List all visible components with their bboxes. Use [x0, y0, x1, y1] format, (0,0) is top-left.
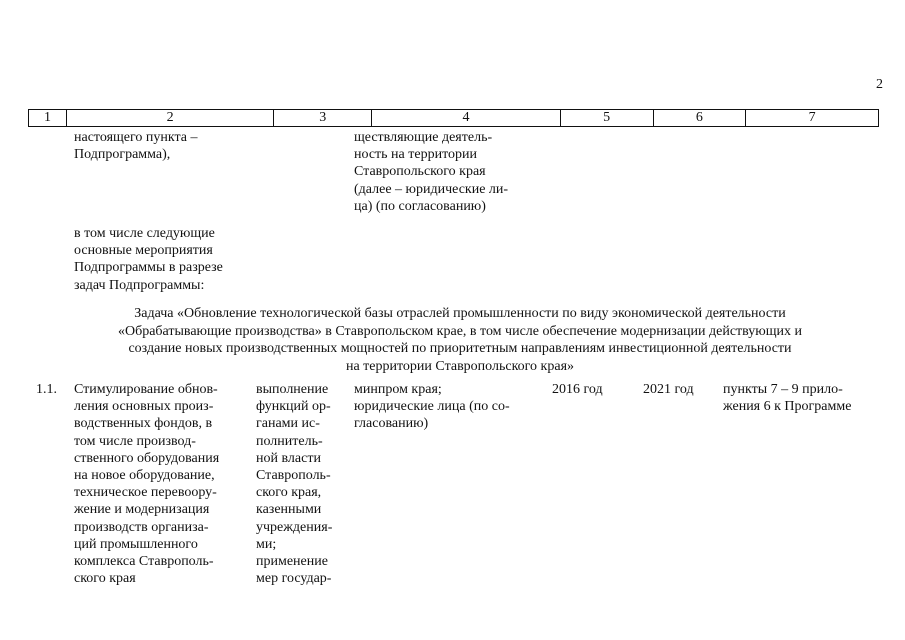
text-line: задач Подпрограммы:: [74, 277, 205, 293]
task-heading: [60, 305, 860, 375]
text-line: на новое оборудование,: [74, 468, 215, 484]
header-col-3: 3: [274, 110, 372, 126]
text-line: применение: [256, 554, 328, 570]
continuation-col4: [354, 129, 526, 215]
text-line: ского края,: [256, 485, 322, 501]
row-1-1-end-year: 2021 год: [643, 382, 694, 397]
continuation-col2-extra: [74, 225, 244, 294]
text-line: в том числе следующие: [74, 226, 215, 241]
header-col-6: 6: [654, 110, 747, 126]
text-line: Стимулирование обнов-: [74, 382, 218, 397]
text-line: основные мероприятия: [74, 243, 213, 259]
text-line: Ставрополь-: [256, 468, 331, 484]
text-line: мер государ-: [256, 571, 332, 587]
text-line: на территории Ставропольского края»: [345, 358, 575, 374]
text-line: том числе производ-: [74, 433, 196, 449]
text-line: гласованию): [354, 416, 429, 432]
header-col-7: 7: [808, 110, 816, 125]
text-line: полнитель-: [256, 433, 323, 449]
page-number: 2: [876, 77, 883, 92]
text-line: ций промышленного: [74, 536, 198, 552]
text-line: ского края: [74, 571, 136, 587]
text-line: ществляющие деятель-: [354, 130, 493, 145]
text-line: техническое перевоору-: [74, 485, 217, 501]
row-1-1-col3: [256, 381, 346, 587]
row-1-1-col4: [354, 381, 530, 433]
row-1-1-col2: [74, 381, 246, 587]
text-line: минпром края;: [354, 382, 442, 397]
header-col-1: 1: [29, 110, 67, 126]
text-line: ца) (по согласованию): [354, 198, 486, 214]
text-line: настоящего пункта –: [74, 130, 198, 145]
text-line: ственного оборудования: [74, 450, 220, 466]
text-line: функций ор-: [256, 399, 331, 415]
text-line: казенными: [256, 502, 322, 518]
text-line: производств организа-: [74, 519, 209, 535]
text-line: (далее – юридические ли-: [354, 181, 509, 197]
text-line: Подпрограммы в разрезе: [74, 260, 223, 276]
text-line: комплекса Ставрополь-: [74, 554, 214, 570]
text-line: «Обрабатывающие производства» в Ставропольском крае, в том числе обеспечение модернизации действующих и: [117, 323, 803, 339]
text-line: жения 6 к Программе: [723, 399, 852, 415]
header-col-4: 4: [372, 110, 561, 126]
text-line: Задача «Обновление технологической базы отраслей промышленности по виду экономической деятельности: [134, 306, 786, 321]
text-line: ной власти: [256, 450, 321, 466]
text-line: ления основных произ-: [74, 399, 214, 415]
text-line: ганами ис-: [256, 416, 320, 432]
text-line: выполнение: [256, 382, 329, 397]
table-header-row: [28, 109, 879, 127]
header-col-2: 2: [67, 110, 275, 126]
text-line: Подпрограмма),: [74, 147, 171, 163]
text-line: Ставропольского края: [354, 164, 486, 180]
text-line: водственных фондов, в: [74, 416, 213, 432]
row-1-1-start-year: 2016 год: [552, 382, 603, 397]
row-1-1-col7: [723, 381, 873, 415]
text-line: пункты 7 – 9 прило-: [723, 382, 843, 397]
text-line: ми;: [256, 536, 277, 552]
header-col-5: 5: [561, 110, 654, 126]
text-line: создание новых производственных мощностей по приоритетным направлениям инвестиционной деятельности: [128, 341, 792, 356]
row-number: 1.1.: [36, 382, 57, 397]
text-line: учреждения-: [256, 519, 333, 535]
text-line: ность на территории: [354, 147, 478, 163]
continuation-col2: [74, 129, 244, 163]
text-line: юридические лица (по со-: [354, 399, 510, 415]
text-line: жение и модернизация: [74, 502, 210, 518]
